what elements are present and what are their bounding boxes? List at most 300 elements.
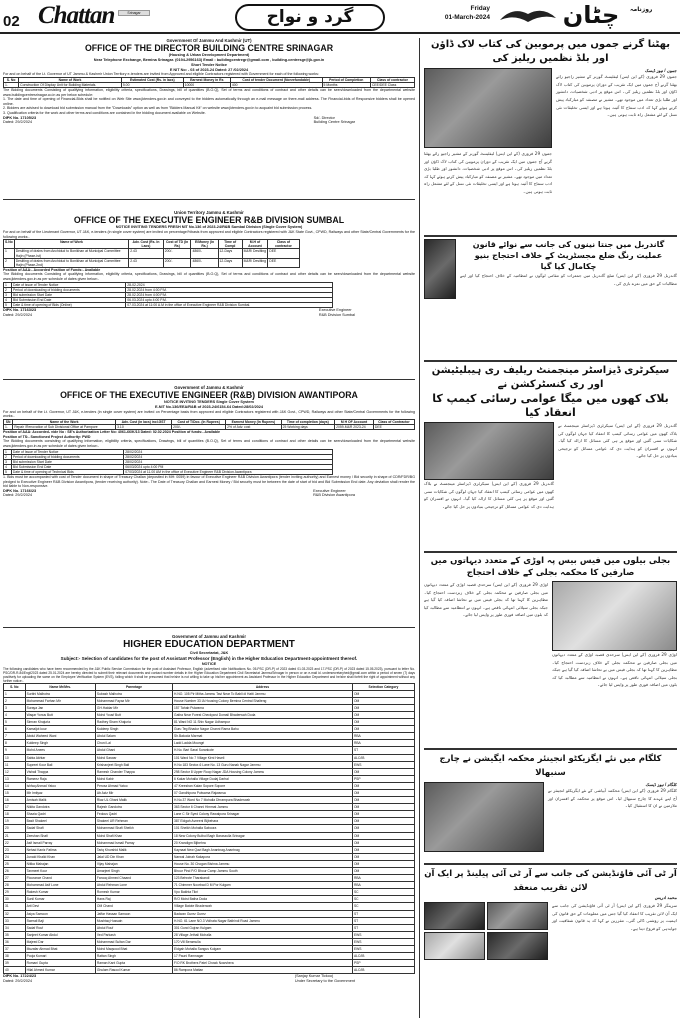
candidate-row bbox=[4, 740, 415, 747]
gov-heading: Government Of Jammu And Kashmir (UT) bbox=[166, 38, 252, 43]
story-text-continued: گاندربل 29 فروری (کے این ایس) سیکرٹری ڈیزاسٹر مینجمنٹ نے بلاک کھوں میں عوامی رسائی کیمپ کا انعقاد کیا جہاں لوگوں کی شکایات سنی گئیں اور موقع پر ہی کئی مسائل کا ازالہ کیا گیا۔ انہوں نے افسران کو ہدایت دی کہ عوامی مسائل کو ترجیحی بنیادوں پر حل کیا جائے۔ bbox=[424, 481, 554, 509]
table-cell: 71 Chimmer Noorbad D M Por Kulgam bbox=[173, 882, 353, 889]
table-cell: Mohd Yousf Butt bbox=[95, 711, 172, 718]
table-cell: Jaffar Hassan Samoon bbox=[95, 910, 172, 917]
table-cell: Tariq Khurshid Malik bbox=[95, 846, 172, 853]
column-header: Class of Contractor bbox=[373, 420, 414, 425]
table-cell: 23 bbox=[4, 846, 26, 853]
news-story-outreach-camp bbox=[424, 364, 677, 550]
table-cell: Mushtaq Hussain bbox=[95, 917, 172, 924]
address-line: Near Telephone Exchange, Bemina Srinagar. (0194-2956163) Email : buildingcentregr@gmail.com , building.centresgr@jk.gov.in bbox=[93, 58, 325, 63]
candidate-row bbox=[4, 733, 415, 740]
table-cell: Sadaf Rouf bbox=[25, 924, 95, 931]
table-cell: Date of issue of Tender Notice bbox=[12, 282, 126, 287]
table-cell: Abdul Waheed Wani bbox=[25, 733, 95, 740]
table-cell: 6 Kakar Mohalla Village Dodaj Darhal bbox=[173, 775, 353, 782]
table-cell: Simran Khajuria bbox=[25, 719, 95, 726]
story-text: گاندربل 29 فروری (کے این ایس) سیکرٹری ڈیزاسٹر مینجمنٹ نے بلاک کھوں میں عوامی رسائی کیمپ کا انعقاد کیا جہاں لوگوں کی شکایات سنی گئیں اور موقع پر ہی کئی مسائل کا ازالہ کیا گیا۔ انہوں نے افسران کو ہدایت دی کہ عوامی مسائل کو ترجیحی بنیادوں پر حل کیا جائے۔ bbox=[558, 423, 677, 459]
candidate-row bbox=[4, 860, 415, 867]
story-photo bbox=[424, 782, 544, 852]
candidate-row bbox=[4, 711, 415, 718]
table-cell: 200/- bbox=[172, 425, 226, 430]
table-cell: 16 bbox=[4, 797, 26, 804]
table-cell: 17 bbox=[4, 804, 26, 811]
table-cell: 2 bbox=[4, 697, 26, 704]
table-row bbox=[4, 249, 300, 258]
candidate-row bbox=[4, 719, 415, 726]
gov-heading: Government of Jammu & Kashmir bbox=[174, 385, 244, 390]
table-cell: 37 bbox=[4, 946, 26, 953]
table-cell: Village Batote Bhaderwah bbox=[173, 903, 353, 910]
table-cell: Pervaz Ahmad Yatoo bbox=[95, 782, 172, 789]
table-cell: H.NO. 61 Lane NO.3 Vidhata Nagar Bathindi Road Jammu bbox=[173, 917, 353, 924]
bidding-para: The Bidding documents consisting of qualifying information, eligibility criteria, specifications, Drawings, bill of quantities (B.O.Q), Set of terms and conditions of contract and other details can be seen/downloaded from the departmental website www.jktenders.gov.in as per schedule of dates given below:- bbox=[3, 439, 415, 448]
candidate-row bbox=[4, 938, 415, 945]
table-cell: Guru Teg Bhadur Nagar Channi Rama Bahu bbox=[173, 726, 353, 733]
nit-number: E NIT No: - 03 of 2023-24 Dated: 27 /02/2024 bbox=[169, 67, 249, 72]
table-cell: 1 bbox=[4, 249, 15, 258]
table-cell: 28 bbox=[4, 882, 26, 889]
table-cell: 1 bbox=[4, 282, 12, 287]
table-cell: Sabia Akhtar bbox=[25, 754, 95, 761]
table-cell: Majeed Dar bbox=[25, 938, 95, 945]
table-cell: ST bbox=[352, 924, 414, 931]
candidate-row bbox=[4, 868, 415, 875]
table-cell: Rattan Singh bbox=[95, 953, 172, 960]
note-1: 1. The date and time of opening of Financial-Bids shall be notified on Web Site www.jktenders.gov.in and conveyed to the bidders automatically through an e-mail message on there-mail address. The Financial-bids of Responsive bidders shall be opened online. bbox=[3, 97, 415, 106]
table-cell: 07 Gandhipora Pulwama Rajwansa bbox=[173, 789, 353, 796]
story-headline: آر ٹی آئی فاؤنڈیشن کی جانب سے آر ٹی آئی پیلینڈ پر ایک آن لائن تقریب منعقد bbox=[424, 869, 677, 893]
table-cell: EWS bbox=[352, 946, 414, 953]
story-text: اوڑی 29 فروری (کے این ایس) سرحدی قصبہ اوڑی کے متعدد دیہاتوں میں بجلی صارفین نے محکمہ بجلی کے خلاف زبردست احتجاج کیا۔ مظاہرین کا کہنا تھا کہ بجلی فیس میں بے تحاشا اضافہ کیا گیا ہے جبکہ بجلی سپلائی انتہائی ناقص ہے۔ انہوں نے انتظامیہ سے مطالبہ کیا کہ بلوں میں اضافہ فوری طور پر واپس لیا جائے۔ bbox=[424, 582, 548, 618]
brand-logo: Chattan bbox=[38, 2, 115, 29]
story-text-continued: اوڑی 29 فروری (کے این ایس) سرحدی قصبہ اوڑی کے متعدد دیہاتوں میں بجلی صارفین نے محکمہ بجلی کے خلاف زبردست احتجاج کیا۔ مظاہرین کا کہنا تھا کہ بجلی فیس میں بے تحاشا اضافہ کیا گیا ہے جبکہ بجلی سپلائی انتہائی ناقص ہے۔ انہوں نے انتظامیہ سے مطالبہ کیا کہ بلوں میں اضافہ فوری طور پر واپس لیا جائے۔ bbox=[552, 652, 677, 688]
eagle-logo-icon bbox=[498, 4, 558, 28]
table-cell: Waqar Yonus Butt bbox=[25, 711, 95, 718]
candidate-row bbox=[4, 789, 415, 796]
bidding-para: The Bidding documents Consisting of qualifying information, eligibility criteria, specifications, Drawings, bill of quantities (B.O.Q), Set of terms and conditions of contract and other details can be seen/downloaded from the departmental website www.jktenders.gov.in as per schedule of dates given below:- bbox=[3, 272, 415, 282]
table-cell: Mohammad Shafi Sheikh bbox=[95, 825, 172, 832]
table-cell: OM bbox=[352, 726, 414, 733]
table-cell: 7 bbox=[4, 733, 26, 740]
table-cell: Kuldeep Singh bbox=[25, 740, 95, 747]
table-cell: Ved Parkash bbox=[95, 931, 172, 938]
table-cell: 4 bbox=[4, 297, 12, 302]
column-header: Parentage bbox=[95, 683, 172, 690]
table-cell: 3 bbox=[4, 704, 26, 711]
signature-block bbox=[3, 489, 415, 498]
story-text: گاندربل 29 فروری (کے این ایس) ضلع گاندربل میں جمعرات کو مقامی لوگوں نے انتظامیہ کے خلاف احتجاج کیا اور اپنے مطالبات کے حق میں نعرے بازی کی۔ bbox=[460, 273, 677, 286]
table-cell: 06.03.2024 upto 4:00 P.M. bbox=[126, 297, 332, 302]
table-cell: Jalal UD Din Khan bbox=[95, 853, 172, 860]
table-cell: OM bbox=[352, 832, 414, 839]
table-row bbox=[4, 82, 415, 87]
table-cell: 28/02/2024 bbox=[124, 449, 332, 454]
column-header: S. No bbox=[4, 77, 19, 82]
table-cell: Ladd Ladda Moungri bbox=[173, 740, 353, 747]
news-story-book-release bbox=[424, 38, 677, 234]
table-cell: PSP bbox=[352, 775, 414, 782]
table-cell: Chuni Lal bbox=[95, 740, 172, 747]
table-cell: 2.43 bbox=[129, 249, 164, 258]
story-headline: بجلی بیلوں میں فیس بیس پہ اوڑی کے متعدد دیہاتوں میں صارفین کا محکمہ بجلی کے خلاف احتجاج bbox=[430, 556, 671, 578]
day-label: Friday bbox=[470, 5, 490, 12]
table-cell: OM bbox=[352, 704, 414, 711]
table-cell: Construction Of Display Unit for Building Materials. bbox=[19, 82, 122, 87]
table-cell: Kamaljot kour bbox=[25, 726, 95, 733]
dipk-number: DIPK No. 17163/23 bbox=[3, 308, 37, 313]
table-cell: 157 Tahab Pulwama bbox=[173, 704, 353, 711]
table-cell: 21 bbox=[4, 832, 26, 839]
story-text: جموں 29 فروری (کے این ایس) لیفٹیننٹ گورنر کے مشیر راجیو رائے بھٹنا گرنے آج جموں میں ایک تقریب کے دوران پرموبین کی کتاب لاک ڈاؤن اور بلڈ نظمیں ریلیز کی۔ اس موقع پر ادبی شخصیات، دانشور اور طلبا بڑی تعداد میں موجود تھے۔ مشیر نے مصنفہ کو مبارکباد پیش کرتے ہوئے کہا کہ ادب سماج کا آئینہ ہوتا ہے اور ایسی تخلیقات نئی نسل کے لئے مشعل راہ ثابت ہوتی ہیں۔ bbox=[556, 74, 677, 118]
divider bbox=[424, 360, 677, 362]
table-cell: RBA bbox=[352, 733, 414, 740]
table-cell: Abdul Rouf bbox=[95, 924, 172, 931]
bidding-para: The Bidding documents Consisting of qualifying information, eligibility criteria, specifications, Drawings, bill of quantities (B.O.Q), Set of terms and conditions of contract and other details can be seen/downloaded from the departmental website www.buildingcentresrinagar.co.in as per below schedule: bbox=[3, 88, 415, 97]
table-cell: 18 New Colony Bulbul Bagh Baraszulla Srinagar bbox=[173, 832, 353, 839]
column-divider bbox=[419, 38, 420, 1018]
table-cell: 5 bbox=[4, 303, 12, 308]
notice-text: The following candidates who have been recommended by the J&K Public Service Commission for the post of Assistant Professor, English (advertised vide Notifications No. 05-PSC (DR-P) of 2023 dated 01.03.2023 and 17-PSC (DR-P) of 2023 dated 15.05.2023), pursuant to letter No. PSC/DR-R-84/Engl/2023 dated 25.01.2024 are hereby directed to submit their relevant documents and contact number details in the Higher Education Department Civil Secretariat Jammu/Srinagar in person or on e-mail id. undersecretaryhed@gmail.com within a period of seven (7) days positively for uploading the same on the Employee Verification System (EVS), failing which it shall be presumed that he/she is not willing to take up his/her appointment as Assistant Professor in the Higher Education Department and he/she shall forfeit the right of appointment without any further notice:- bbox=[3, 666, 415, 683]
table-cell: H.No.37 Ward No 7 Mohalla Dhrampura Bhaderwah bbox=[173, 797, 353, 804]
table-row bbox=[4, 258, 300, 267]
column-header: M.H of Account bbox=[242, 240, 268, 249]
candidate-row bbox=[4, 875, 415, 882]
table-cell: ALC/IB bbox=[352, 754, 414, 761]
office-title: HIGHER EDUCATION DEPARTMENT bbox=[123, 639, 295, 651]
table-cell: Desilting of drains from Anchidud to Bonikhan at Municipal Committee Hajin (Phase-2nd) bbox=[14, 258, 128, 267]
table-cell: Sunil Kumar bbox=[25, 896, 95, 903]
candidate-row bbox=[4, 931, 415, 938]
table-cell: 30 bbox=[4, 896, 26, 903]
table-cell: 29 bbox=[4, 889, 26, 896]
table-cell: Date of Issue of Tender Notice bbox=[11, 449, 123, 454]
story-headline: سیکرٹری ڈیزاسٹر مینجمنٹ ریلیف ری ہیبلیٹیشن اور ری کنسٹرکشن نے bbox=[431, 365, 670, 390]
table-cell: Mohammad Asif Lone bbox=[25, 882, 95, 889]
signatory: Sd/- Director bbox=[313, 115, 335, 120]
table-cell: ALC/IB bbox=[352, 953, 414, 960]
table-cell: ST bbox=[352, 747, 414, 754]
table-cell: Zeeshan Shafi bbox=[25, 832, 95, 839]
column-header: Adv. Cost (in lacs) incl.GST bbox=[116, 420, 172, 425]
table-cell: House Number 33 IA Housing Colony Bemina Central Shalteng bbox=[173, 697, 353, 704]
story-headline-2: بلاک کھوں میں میگا عوامی رسائی کیمپ کا انعقاد کیا bbox=[432, 392, 669, 419]
candidate-row bbox=[4, 818, 415, 825]
table-cell: Mir Imtiyaz bbox=[25, 789, 95, 796]
table-cell: OM bbox=[352, 797, 414, 804]
participant-photo bbox=[487, 932, 548, 960]
table-cell: 5 bbox=[4, 719, 26, 726]
candidate-row bbox=[4, 768, 415, 775]
intro-text: For and on behalf of the Lt. Governor, UT J&K, e-tenders (in single cover system) are invited on Percentage basis from approved and eligible Contractors registered with J&K Govt., CPWD, Railways and other State/Central Governments for the following works:- bbox=[3, 409, 415, 419]
table-cell: Nikita Gandotra bbox=[25, 804, 95, 811]
intro-text: For and on behalf of the Lieutenant Governor, UT J&K, e-tenders (in single cover system) are invited on percentage/%basis from approved and eligible Contractors registered with J&K State Govt., CPWD, Railways and other State/Central Governments for the following works:- bbox=[3, 230, 415, 239]
table-cell: OM bbox=[352, 782, 414, 789]
table-cell: Ramesh Chander Thappa bbox=[95, 768, 172, 775]
table-cell: GH.Haidar Mir bbox=[95, 704, 172, 711]
table-cell: OM bbox=[352, 789, 414, 796]
table-cell: Eidgah Mohalla Sangus Kulgam bbox=[173, 946, 353, 953]
table-cell: 81 Ward NO 11 Shiv Nagar Udhampur bbox=[173, 719, 353, 726]
story-byline: محمد ادریس bbox=[654, 895, 677, 900]
column-header: Class of contractor bbox=[268, 240, 299, 249]
table-cell: 24 bbox=[4, 853, 26, 860]
schedule-row bbox=[4, 303, 333, 308]
column-header: Address bbox=[173, 683, 353, 690]
table-cell: 10 bbox=[4, 754, 26, 761]
table-cell: 1 bbox=[4, 449, 12, 454]
signatory: (Sanjay Kumar Tickoo) bbox=[294, 974, 334, 979]
column-header: Name of the Work bbox=[13, 420, 116, 425]
table-cell: 27 bbox=[4, 875, 26, 882]
divider bbox=[424, 863, 677, 865]
participant-photo bbox=[424, 902, 485, 930]
candidate-row bbox=[4, 853, 415, 860]
table-cell: 3 bbox=[4, 459, 12, 464]
table-cell: Surbhi Malhotra bbox=[25, 690, 95, 697]
table-cell: 2 bbox=[4, 454, 12, 459]
table-cell: Mohd Maqsood Bhat bbox=[95, 946, 172, 953]
table-cell: 39 bbox=[4, 960, 26, 967]
table-cell: 17 Pauni Ramnagar bbox=[173, 953, 353, 960]
secretariat-line: Civil Secretariat, J&K bbox=[189, 651, 229, 656]
column-header: Time of Compl bbox=[218, 240, 242, 249]
table-cell: Riaz UL Ghani Malik bbox=[95, 797, 172, 804]
candidate-row bbox=[4, 726, 415, 733]
table-row bbox=[4, 425, 415, 430]
candidate-row bbox=[4, 811, 415, 818]
section-title: گرد و نواح bbox=[235, 4, 385, 31]
story-headline: گاندربل میں جنتا نینوں کی جانب سے نوائے قانون عملیت رنگ ضلع مجسٹریٹ کے خلاف احتجاج بنیو چکامال کیا گیا bbox=[472, 240, 665, 271]
table-cell: Ab Aziz Mir bbox=[95, 789, 172, 796]
story-photo bbox=[552, 581, 677, 651]
table-cell: Abdul Rehman Lone bbox=[95, 882, 172, 889]
table-cell: 12-Days bbox=[218, 258, 242, 267]
column-header: Cost of T/Doc. (In Rupees) bbox=[172, 420, 226, 425]
page-number: 02 bbox=[3, 13, 20, 30]
table-cell: 25 bbox=[4, 860, 26, 867]
dated: Dated: 29/2/2024 bbox=[3, 493, 33, 498]
dipk-number: DIPK No. 17224/23 bbox=[3, 974, 37, 979]
signature-block bbox=[3, 308, 415, 317]
signatory-office: Building Centre Srinagar bbox=[313, 120, 355, 125]
column-header: Cost of TD (In Rs) bbox=[163, 240, 191, 249]
table-cell: 33 bbox=[4, 917, 26, 924]
table-cell: 07.03.2024 at 11:00 A.M in the office of Executive Engineer R&B Division Sumbal. bbox=[126, 303, 332, 308]
table-cell: Gatha Near Forest Checkpost Domail Bhaderwah Doda bbox=[173, 711, 353, 718]
table-cell: 11 bbox=[4, 761, 26, 768]
table-cell: H.NO. 105 Pir Mitha Jammu Tavi Near To Babli di Hatti Jammu bbox=[173, 690, 353, 697]
table-cell: ST bbox=[352, 910, 414, 917]
news-story-rti-event bbox=[424, 867, 677, 1017]
notice-type: Short Tender Notice bbox=[190, 62, 227, 67]
table-cell: Bhour Pind P/O Bhour Camp Jammu South bbox=[173, 868, 353, 875]
table-cell: Badwan Gurez Gurez bbox=[173, 910, 353, 917]
candidate-row bbox=[4, 697, 415, 704]
column-header: Earnest Money (In Rupees) bbox=[226, 420, 281, 425]
table-cell: 26 bbox=[4, 868, 26, 875]
table-cell: Period of downloading of bidding documents bbox=[12, 287, 126, 292]
table-cell: H.No. Bari Sarai Surankote bbox=[173, 747, 353, 754]
table-cell: 1. bbox=[4, 82, 19, 87]
table-cell: SC bbox=[352, 903, 414, 910]
story-headline: بھٹنا گرنے جموں میں پرموبین کی کتاب لاک ڈاؤن اور بلڈ نظمیں ریلیز کی bbox=[431, 39, 670, 64]
table-cell: Sanjeet Kumar Abdul bbox=[25, 931, 95, 938]
table-cell: 301 Gund Gujran Kulgam bbox=[173, 924, 353, 931]
news-story-kulgam-engineer bbox=[424, 752, 677, 862]
column-header: Earnest Money in Rs bbox=[183, 77, 230, 82]
table-cell: Pooja Kumari bbox=[25, 953, 95, 960]
table-cell: Hans Raj bbox=[95, 896, 172, 903]
table-cell: Junaid Khalid Khan bbox=[25, 853, 95, 860]
table-cell: 20 Krandigm Bijbehra bbox=[173, 839, 353, 846]
table-cell: M&R/ Desilting bbox=[242, 258, 268, 267]
candidate-row bbox=[4, 967, 415, 974]
table-cell: OM bbox=[352, 690, 414, 697]
candidate-row bbox=[4, 761, 415, 768]
table-cell: 8 bbox=[4, 740, 26, 747]
signatory: Executive Engineer bbox=[313, 488, 346, 493]
table-cell: 12-Days bbox=[218, 249, 242, 258]
news-story-ganderbal-protest bbox=[424, 239, 677, 359]
column-header: Name of Work bbox=[19, 77, 122, 82]
table-cell: 4860/- bbox=[191, 249, 218, 258]
signatory-office: R&B Division Sumbal bbox=[318, 312, 355, 317]
intro-text: For and on behalf of the Lt. Governor of UT Jammu & Kashmir Union Territory e-tenders are invited from Approved and eligible Contractors registered with Government for each of the following works: bbox=[3, 72, 319, 77]
table-cell: Mohammad Sultan Dar bbox=[95, 938, 172, 945]
table-cell: EWS bbox=[352, 931, 414, 938]
table-cell: 10000 bbox=[183, 82, 230, 87]
table-cell: 1. bbox=[4, 425, 13, 430]
table-cell: RBA bbox=[352, 875, 414, 882]
dateline bbox=[420, 4, 490, 22]
table-cell: Fedous Qadri bbox=[95, 811, 172, 818]
table-cell: 20 bbox=[4, 825, 26, 832]
table-cell: 28/02/2024 bbox=[124, 459, 332, 464]
table-cell: Raman Kant Gupta bbox=[95, 960, 172, 967]
table-cell: Subash Malhotra bbox=[95, 690, 172, 697]
table-cell: Desilting of drains from Anchidud to Bonikhan at Municipal Committee Hajin (Phase-Ist) bbox=[14, 249, 128, 258]
table-cell: 123 Behrote Tharakandi bbox=[173, 875, 353, 882]
urdu-logo: چٹان bbox=[562, 1, 620, 29]
table-cell: 13 bbox=[4, 775, 26, 782]
table-cell: 31 bbox=[4, 903, 26, 910]
table-cell: OM bbox=[352, 711, 414, 718]
masthead bbox=[0, 0, 680, 34]
candidate-row bbox=[4, 690, 415, 697]
candidate-row bbox=[4, 946, 415, 953]
table-cell: Rakesh Kumar bbox=[25, 889, 95, 896]
table-cell: Swerali Baji bbox=[25, 917, 95, 924]
table-cell: House No. 30 Chogan Bishna Jammu bbox=[173, 860, 353, 867]
table-cell: 15 bbox=[4, 789, 26, 796]
date-label: 01-March-2024 bbox=[444, 14, 490, 21]
ts-position: Position of TS:- Sanctioned Project Authority: PWD bbox=[3, 434, 91, 439]
table-cell: 2 bbox=[4, 287, 12, 292]
table-cell: 32 bbox=[4, 910, 26, 917]
table-cell: Romesh Kumar bbox=[95, 889, 172, 896]
table-cell: Shazia Qadri bbox=[25, 811, 95, 818]
table-cell: Supreet Kour Bali bbox=[25, 761, 95, 768]
table-cell: Rameez Raja bbox=[25, 775, 95, 782]
table-cell: EWS bbox=[352, 761, 414, 768]
table-cell: 2059-M&R 2023-24 bbox=[335, 425, 374, 430]
table-cell: Suraya Jan bbox=[25, 704, 95, 711]
table-cell: Mohammad Fayaz Mir bbox=[95, 697, 172, 704]
table-cell: Ghulam Rasool Kumar bbox=[95, 967, 172, 974]
tender-notice-awantipora bbox=[3, 385, 415, 628]
aaa-position: Position of AAA: Accorded- vide No : SE's Authorization Letter No: 4061-66/K/13 Dated: 02.02.2024 Position of funds:- Available bbox=[3, 430, 221, 435]
table-cell: 28.02.2024 from 4:00 P.M. bbox=[126, 292, 332, 297]
table-cell: OM bbox=[352, 825, 414, 832]
table-cell: 38 bbox=[4, 953, 26, 960]
divider bbox=[424, 551, 677, 553]
news-story-electricity-protest bbox=[424, 555, 677, 747]
table-cell: Date & time of opening of Bids (Online) bbox=[12, 303, 126, 308]
table-cell: M&R/ Desilting bbox=[242, 249, 268, 258]
table-cell: Mohd Shafi Khan bbox=[95, 832, 172, 839]
column-header: E/Money (In Rs.) bbox=[191, 240, 218, 249]
table-cell: Asiya Samoon bbox=[25, 910, 95, 917]
candidate-row bbox=[4, 910, 415, 917]
candidate-row bbox=[4, 782, 415, 789]
table-cell: Arnisah Malik bbox=[25, 797, 95, 804]
nit-type: NOTICE INVITING TENDERS Single Cover System bbox=[164, 400, 254, 405]
video-call-grid bbox=[424, 902, 548, 960]
candidate-row bbox=[4, 704, 415, 711]
table-cell: 86 Rampora Mattan bbox=[173, 967, 353, 974]
dated: Dated: 29/2/2024 bbox=[3, 312, 33, 317]
table-cell: Bid Submission End Date bbox=[11, 464, 123, 469]
column-header: Adv. Cost (Rs. In Lacs) bbox=[129, 240, 164, 249]
column-header: S. No bbox=[4, 683, 26, 690]
works-table bbox=[3, 77, 415, 88]
column-header: Estimated Cost (Rs. in lacs) bbox=[121, 77, 183, 82]
table-cell: 4 bbox=[4, 711, 26, 718]
table-cell: SC bbox=[352, 889, 414, 896]
office-title: OFFICE OF THE EXECUTIVE ENGINEER (R&B) DIVISION AWANTIPORA bbox=[60, 390, 358, 401]
dipk-number: DIPK No. 17105/23 bbox=[3, 115, 37, 120]
table-cell: Nitika Mahajan bbox=[25, 860, 95, 867]
table-cell: 6 bbox=[4, 726, 26, 733]
table-cell: 400 bbox=[230, 82, 322, 87]
table-cell: 28-02-2024 bbox=[126, 282, 332, 287]
subject-line: Subject:- Selection of candidates for the post of Assistant Professor (English) in the Higher Education Department-appointment thereof. bbox=[60, 656, 358, 662]
table-cell: 5 Months bbox=[322, 82, 370, 87]
nit-number: NOTICE INVITING TENDERS FRESH NIT No.136 of 2023-24/R&B Sumbal Division (Single Cover System) bbox=[115, 225, 303, 230]
aaa-position: Position of AAA:- Accorded Position of Funds:- Available bbox=[3, 267, 101, 272]
table-cell: Mohd Kabir bbox=[95, 775, 172, 782]
works-table bbox=[3, 419, 415, 430]
schedule-table bbox=[3, 449, 333, 475]
schedule-table bbox=[3, 282, 333, 308]
table-cell: Krishanjeet Singh Bali bbox=[95, 761, 172, 768]
table-cell: 200/- bbox=[163, 249, 191, 258]
note-3: 3. Qualification criteria for the work and other terms and conditions are contained in the bidding document available on Website. bbox=[3, 111, 206, 116]
divider bbox=[424, 748, 677, 750]
table-cell: Nehad Kaniz Fatima bbox=[25, 846, 95, 853]
table-cell: H.No 183 Sector-6 Lane No. 13 Guru Nanak Nagar Jammu bbox=[173, 761, 353, 768]
table-cell: 14 bbox=[4, 782, 26, 789]
table-cell: Asif Ismail Parray bbox=[25, 839, 95, 846]
table-cell: 5.00 bbox=[121, 82, 183, 87]
gov-heading: Government of Jammu and Kashmir bbox=[171, 634, 247, 639]
candidate-row bbox=[4, 960, 415, 967]
column-header: S.No bbox=[4, 240, 15, 249]
candidate-row bbox=[4, 747, 415, 754]
table-cell: 200/- bbox=[163, 258, 191, 267]
table-cell: SC bbox=[352, 896, 414, 903]
